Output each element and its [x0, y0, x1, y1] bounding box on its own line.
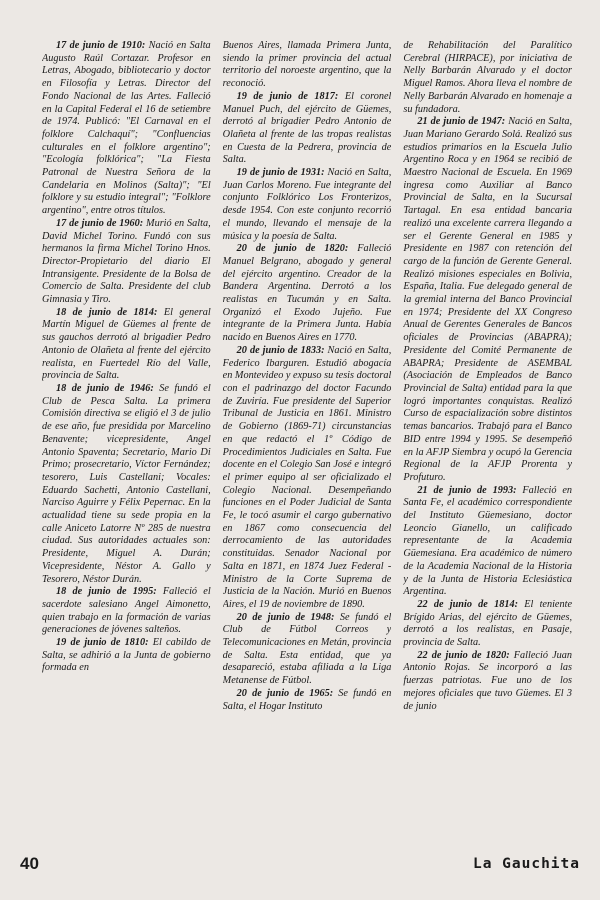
chronology-entry: [223, 91, 392, 167]
chronology-entry: [42, 40, 211, 218]
article-body: [42, 40, 572, 852]
chronology-entry: [403, 485, 572, 599]
entry-text: Se fundó en Salta, el Hogar Instituto: [222, 687, 392, 712]
entry-text: El general Martín Miguel de Güemes al frente de sus gauchos derrotó al brigadier Pedro Antonio de Olañeta al frente del ejército realista, en Fuertedel Río del Valle, provincia de Salta.: [42, 306, 211, 382]
entry-text: Buenos Aires, llamada Primera Junta, siendo la primer provincia del actual territorio del noroeste argentino, que la reconoció.: [222, 40, 392, 90]
entry-date: 20 de junio de 1965:: [236, 687, 334, 699]
entry-text: Murió en Salta, David Michel Torino. Fundó con sus hermanos la firma Michel Torino Hnos. Director-Propietario del diario El Intransigente. Presidente de la Bolsa de Comercio de Salta. Presidente del club Gimnasia y Tiro.: [42, 217, 211, 306]
entry-text: Falleció Juan Antonio Rojas. Se incorporó a las fuerzas patriotas. Fue uno de los mejores oficiales que tuvo Güemes. El 3 de junio: [403, 649, 573, 712]
entry-text: Nació en Salta, Juan Carlos Moreno. Fue integrante del conjunto Folklórico Los Fronterizos, desde 1954. Con este conjunto recorrió el mundo, llevando el mensaje de la música y la poesía de Salta.: [222, 167, 392, 242]
entry-date: 19 de junio de 1817:: [236, 90, 339, 102]
chronology-entry: [223, 243, 392, 345]
chronology-entry: [403, 599, 572, 650]
chronology-entry: [42, 307, 211, 383]
chronology-entry: [223, 40, 392, 91]
entry-text: Falleció en Santa Fe, el académico correspondiente del Instituto Güemesiano, doctor Leoncio Gianello, un calificado representante de la Academia Güemesiana. Era académico de número de la Academia Nacional de la Historia y de la Junta de Historia Eclesiástica Argentina.: [403, 484, 573, 598]
entry-text: Nació en Salta, Federico Ibarguren. Estudió abogacía en Montevideo y expuso su tesis doctoral con el padrinazgo del doctor Facundo de Zuviría. Fue presidente del Superior Tribunal de Justicia en 1861. Ministro de Gobierno (1869-71) circunstancias en que redactó el 1º Código de Procedimientos Judiciales en Salta. Fue docente en el Colegio San José e integró el primer equipo al ser oficializado el Colegio Nacional. Desempeñando funciones en el Poder Judicial de Santa Fe, le tocó asumir el cargo gubernativo en 1867 como consecuencia del derrocamiento de las autoridades constituidas. Senador Nacional por Salta en 1871, en 1874 Juez Federal - Ministro de la Corte Suprema de Justicia de la Nación. Murió en Buenos Aires, el 19 de noviembre de 1890.: [222, 344, 392, 610]
entry-text: Falleció Manuel Belgrano, abogado y general del ejército argentino. Creador de la Bandera Argentina. Derrotó a los realistas en Tucumán y en Salta. Organizó el Exodo Jujeño. Fue integrante de la Primera Junta. Había nacido en Buenos Aires en 1770.: [222, 243, 392, 344]
entry-date: 19 de junio de 1931:: [236, 167, 325, 179]
chronology-entry: [223, 167, 392, 243]
chronology-entry: [223, 612, 392, 688]
entry-text: Falleció el sacerdote salesiano Angel Aimonetto, quien trabajo en la formación de varias generaciones de jóvenes salteños.: [42, 586, 211, 636]
entry-date: 22 de junio de 1820:: [417, 649, 510, 661]
chronology-entry: [42, 383, 211, 586]
chronology-entry: [403, 116, 572, 484]
entry-text: Se fundó el Club de Pesca Salta. La primera Comisión directiva se eligió el 3 de julio de ese año, fue presidida por Marcelino Benavente; vicepresidente, Angel Antonio Spaventa; Secretario, Mario Di Primo; prosecretario, Víctor Fernández; tesorero, Luis Castellani; Vocales: Eduardo Sachetti, Antonio Castellani, Narciso Aguirre y Félix Pepernac. En la actualidad tiene su sede propia en la calle Aniceto Latorre Nº 285 de nuestra ciudad. Sus autoridades actuales son: Presidente, Miguel A. Durán; Vicepresidente, Néstor A. Gallo y Tesorero, Néstor Durán.: [42, 382, 211, 585]
entry-text: El teniente Brígido Arias, del ejército de Güemes, derrotó a los realistas, en Pasaje, provincia de Salta.: [403, 598, 573, 649]
entry-text: Nació en Salta Augusto Raúl Cortazar. Profesor en Letras, Abogado, bibliotecario y doctor en Filosofía y Letras. Director del Fondo Nacional de las Artes. Falleció en la Capital Federal el 16 de setiembre de 1974. Publicó: "El Carnaval en el folklore Calchaquí"; "Confluencias culturales en el folklore argentino"; "Ecología folklórica"; "La Fiesta Patronal de Nuestra Señora de la Candelaria en Molinos (Salta)"; "El folklore y su estudio integral"; "Folklore argentino", entre otros títulos.: [42, 40, 211, 217]
text-column-1: [42, 40, 211, 852]
chronology-entry: [223, 345, 392, 612]
entry-date: 17 de junio de 1960:: [56, 217, 144, 229]
entry-date: 18 de junio de 1814:: [56, 306, 158, 318]
entry-date: 17 de junio de 1910:: [56, 40, 146, 51]
page-footer: [20, 852, 580, 876]
chronology-entry: [403, 40, 572, 116]
chronology-entry: [42, 586, 211, 637]
entry-date: 18 de junio de 1995:: [56, 586, 157, 598]
chronology-entry: [42, 218, 211, 307]
entry-date: 18 de junio de 1946:: [56, 382, 154, 394]
entry-date: 21 de junio de 1947:: [417, 116, 506, 128]
chronology-entry: [223, 688, 392, 713]
entry-date: 19 de junio de 1810:: [56, 637, 149, 649]
text-column-2: [223, 40, 392, 852]
entry-text: El coronel Manuel Puch, del ejército de Güemes, derrotó al brigadier Pedro Antonio de Olañeta al frente de las tropas realistas en Cuesta de la Pedrera, provincia de Salta.: [222, 90, 392, 166]
entry-date: 22 de junio de 1814:: [417, 598, 518, 610]
text-column-3: [403, 40, 572, 852]
entry-text: Nació en Salta, Juan Mariano Gerardo Solá. Realizó sus estudios primarios en la Escuela Julio Argentino Roca y en 1964 se recibió de Maestro Nacional de Escuela. En 1969 ingresa como Auxiliar al Banco Provincial de Salta, en la Sucursal Tartagal. En esa entidad bancaria realizó una excelente carrera llegando a ser el Gerente General en 1985 y Presidente en 1987 con retención del cargo de la función de Gerente General. Realizó misiones especiales en Bolivia, España, Italia. Fue delegado general de la gremial interna del Banco Provincial en 1974; Presidente del XX Congreso Anual de Gerentes Generales de Bancos oficiales de Provincias (ABAPRA); Presidente del Comité Permanente de ABAPRA; Presidente de ASEMBAL (Asociación de Empleados de Banco Provincial de Salta) entidad para la que logró importantes conquistas. Realizó Curso de espacialización sobre distintos temas bancarios. Trabajó para el Banco BID entre 1994 y 1995. Se desempeñó en la AFJP Siembra y ocupó la Gerencia Regional de la AFJP Prorenta y Profuturo.: [403, 116, 573, 483]
entry-date: 20 de junio de 1948:: [236, 611, 335, 623]
entry-date: 21 de junio de 1993:: [417, 484, 517, 496]
page-number: 40: [20, 854, 39, 873]
entry-text: El cabildo de Salta, se adhirió a la Junta de gobierno formada en: [42, 637, 211, 674]
chronology-entry: [42, 637, 211, 675]
entry-date: 20 de junio de 1820:: [236, 243, 349, 255]
entry-date: 20 de junio de 1833:: [236, 344, 325, 356]
magazine-name: La Gauchita: [472, 856, 580, 872]
entry-text: de Rehabilitación del Paralítico Cerebral (HIRPACE), por iniciativa de Nelly Barbarán Alvarado y el doctor Miguel Ramos. Ahora lleva el nombre de Nelly Barbarán Alvarado en homenaje a su fundadora.: [403, 40, 573, 115]
entry-text: Se fundó el Club de Fútbol Correos y Telecomunicaciones en Metán, provincia de Salta. Esta entidad, que ya desapareció, estaba afiliada a la Liga Metanense de Fútbol.: [222, 611, 392, 687]
chronology-entry: [403, 650, 572, 714]
